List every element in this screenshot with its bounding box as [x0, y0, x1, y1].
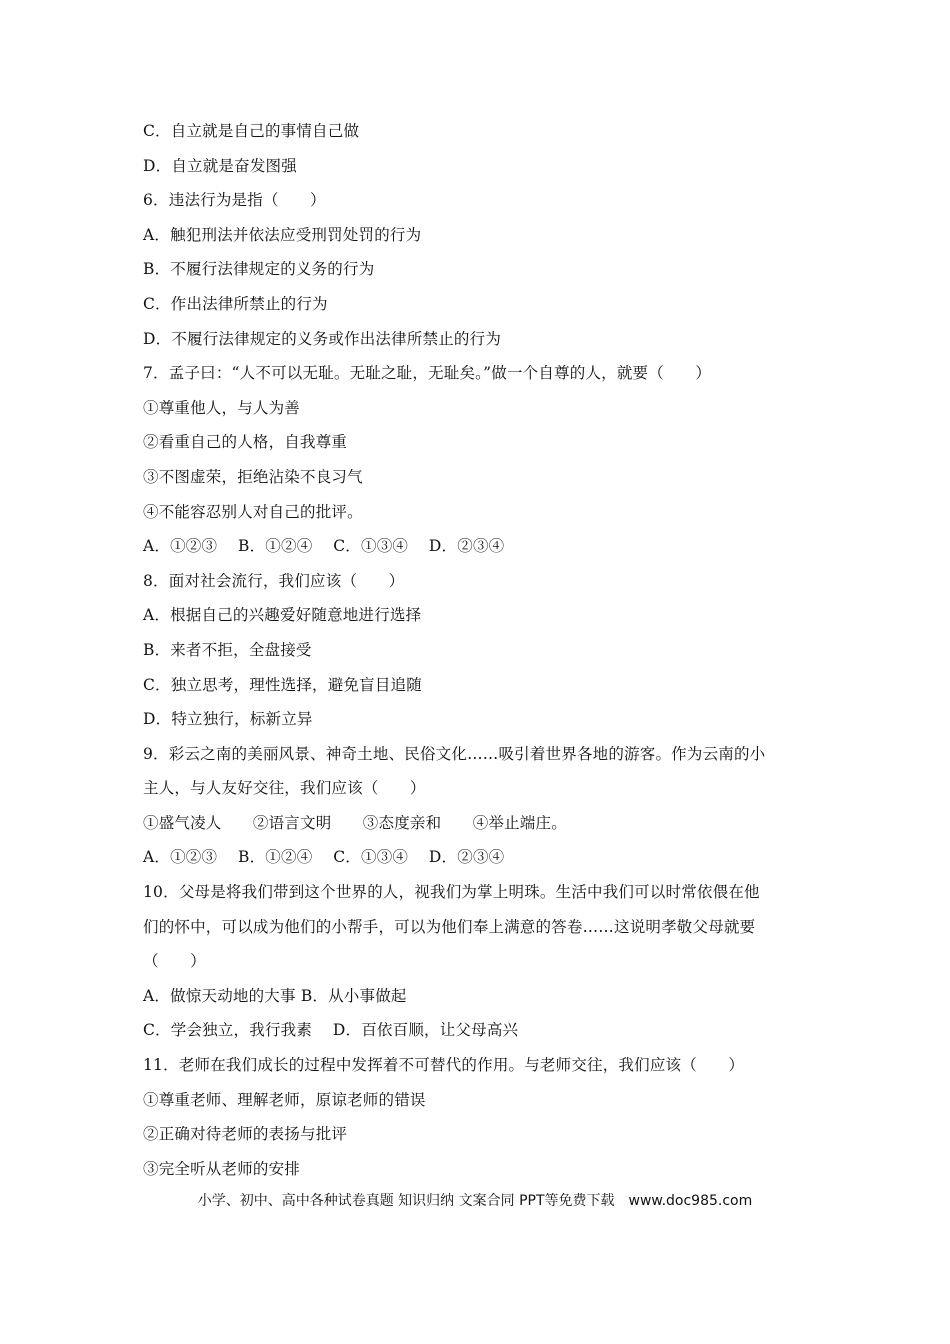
question-stem: 7．孟子曰：“人不可以无耻。无耻之耻，无耻矣。”做一个自尊的人，就要（ ） [143, 364, 712, 383]
text-line: D．自立就是奋发图强 [143, 156, 297, 175]
question-stem: 9．彩云之南的美丽风景、神奇土地、民俗文化……吸引着世界各地的游客。作为云南的小 [143, 744, 766, 763]
text-line: C．作出法律所禁止的行为 [143, 294, 328, 313]
text-line: A．根据自己的兴趣爱好随意地进行选择 [143, 606, 422, 625]
text-line: 们的怀中，可以成为他们的小帮手，可以为他们奉上满意的答卷……这说明孝敬父母就要 [143, 917, 756, 936]
options-line: A．①②③ B．①②④ C．①③④ D．②③④ [143, 848, 505, 867]
text-line: ②看重自己的人格，自我尊重 [143, 433, 348, 452]
question-stem: 6．违法行为是指（ ） [143, 191, 326, 210]
text-line: ④不能容忍别人对自己的批评。 [143, 502, 363, 521]
text-line: （ ） [143, 952, 206, 971]
question-stem: 8．面对社会流行，我们应该（ ） [143, 571, 405, 590]
text-line: ③完全听从老师的安排 [143, 1159, 301, 1178]
text-line: D．不履行法律规定的义务或作出法律所禁止的行为 [143, 329, 502, 348]
options-line: C．学会独立，我行我素 D．百依百顺，让父母高兴 [143, 1021, 519, 1040]
text-line: B．不履行法律规定的义务的行为 [143, 260, 375, 279]
text-line: C．独立思考，理性选择，避免盲目追随 [143, 675, 422, 694]
exam-content [143, 114, 823, 1186]
text-line: C．自立就是自己的事情自己做 [143, 122, 360, 140]
text-line: 主人，与人友好交往，我们应该（ ） [143, 779, 426, 798]
options-line: A．①②③ B．①②④ C．①③④ D．②③④ [143, 537, 505, 556]
text-line: A．触犯刑法并依法应受刑罚处罚的行为 [143, 225, 422, 244]
text-line: D．特立独行，标新立异 [143, 710, 313, 729]
text-line: ③不图虚荣，拒绝沾染不良习气 [143, 467, 363, 486]
text-line: ①尊重他人，与人为善 [143, 398, 301, 417]
options-line: A．做惊天动地的大事 B．从小事做起 [143, 986, 407, 1005]
text-line: ①尊重老师、理解老师，原谅老师的错误 [143, 1090, 426, 1109]
question-stem: 11．老师在我们成长的过程中发挥着不可替代的作用。与老师交往，我们应该（ ） [143, 1056, 745, 1075]
text-line: B．来者不拒，全盘接受 [143, 640, 312, 659]
text-line: ②正确对待老师的表扬与批评 [143, 1125, 348, 1144]
text-line: ①盛气凌人 ②语言文明 ③态度亲和 ④举止端庄。 [143, 813, 567, 832]
question-stem: 10．父母是将我们带到这个世界的人，视我们为掌上明珠。生活中我们可以时常依偎在他 [143, 883, 760, 902]
page-footer: 小学、初中、高中各种试卷真题 知识归纳 文案合同 PPT等免费下载 www.doc985.com [197, 1193, 753, 1209]
